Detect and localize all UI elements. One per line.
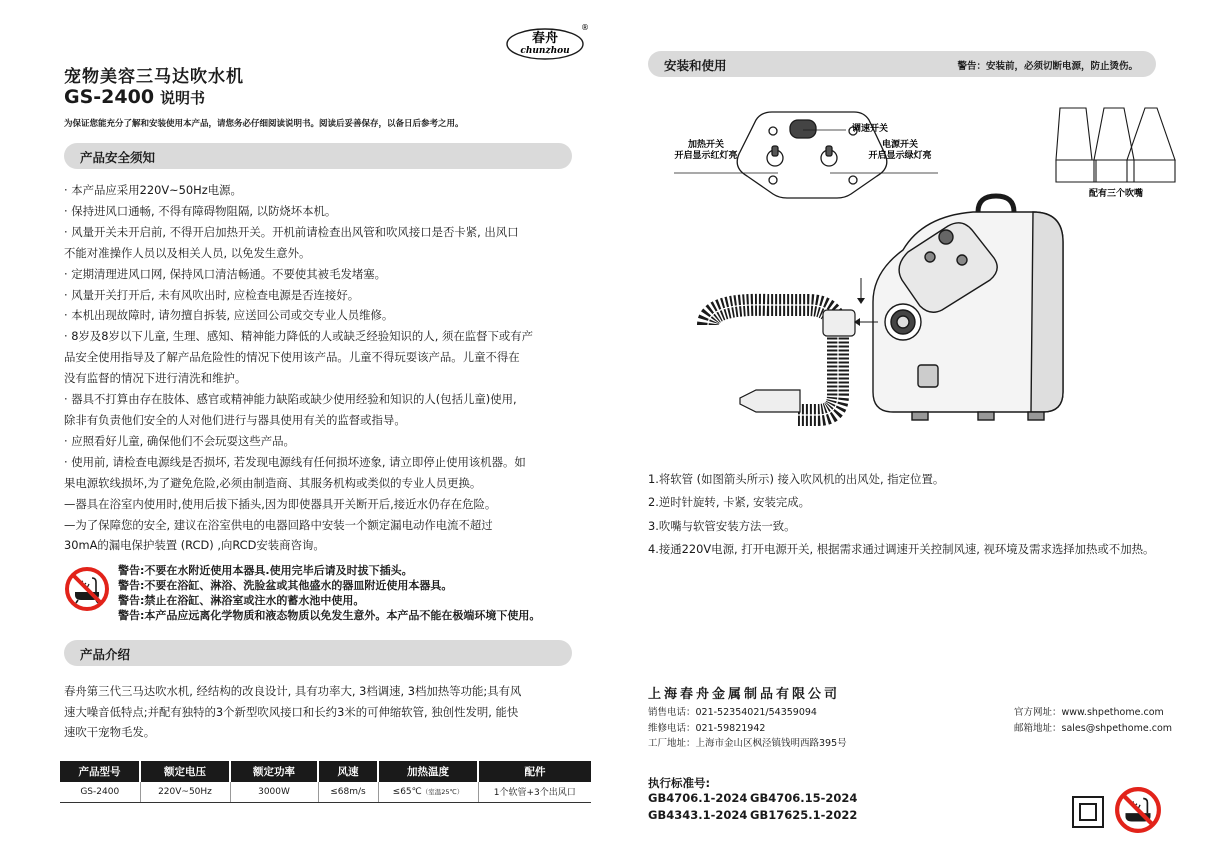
safety-line: 30mA的漏电保护装置 (RCD) ,向RCD安装商咨询。 (64, 538, 325, 553)
safety-line: —器具在浴室内使用时,使用后拔下插头,因为即使器具开关断开后,接近水仍存在危险。 (64, 496, 497, 511)
dryer-body-illustration (873, 196, 1063, 420)
intro-note: 为保证您能充分了解和安装使用本产品，请您务必仔细阅读说明书。阅读后妥善保存，以备日后参考之用。 (64, 119, 464, 129)
company-name: 上海春舟金属制品有限公司 (648, 687, 841, 702)
dryer-diagram (648, 100, 1228, 460)
spec-header: 风速 (318, 761, 378, 782)
hose-illustration (708, 305, 855, 415)
no-bathtub-icon (64, 566, 110, 612)
safety-line: · 器具不打算由存在肢体、感官或精神能力缺陷或缺少使用经验和知识的人(包括儿童)使用, (64, 392, 517, 407)
website: 官方网址：www.shpethome.com (1014, 707, 1164, 718)
label-heat-light: 开启显示红灯亮 (674, 151, 738, 161)
spec-cell: 1个软管+3个出风口 (478, 782, 591, 802)
spec-table (60, 761, 591, 803)
safety-line: 没有监督的情况下进行清洗和维护。 (64, 371, 247, 386)
install-heading: 安装和使用 (664, 58, 727, 73)
safety-line: 不能对准操作人员以及相关人员, 以免发生意外。 (64, 245, 311, 260)
spec-header: 额定电压 (140, 761, 230, 782)
label-speed-switch: 调速开关 (851, 124, 889, 134)
standard-item: GB4343.1-2024 (648, 807, 748, 822)
safety-line: · 本机出现故障时, 请勿擅自拆装, 应送回公司或交专业人员维修。 (64, 308, 394, 323)
label-power-light: 开启显示绿灯亮 (868, 151, 932, 161)
safety-heading: 产品安全须知 (64, 143, 572, 169)
company-web (1014, 705, 1172, 736)
model-number: GS-2400 (64, 86, 155, 108)
sales-phone: 销售电话：021-52354021/54359094 (648, 707, 817, 718)
safety-line: · 风量开关打开后, 未有风吹出时, 应检查电源是否连接好。 (64, 287, 360, 302)
logo-cn: 春舟 (531, 31, 559, 46)
label-heat-switch: 加热开关 (687, 140, 725, 150)
standards-list (648, 790, 860, 823)
spec-cell: ≤68m/s (318, 782, 378, 802)
intro-line: 春舟第三代三马达吹水机, 经结构的改良设计, 具有功率大, 3档调速, 3档加热等功能;具有风 (64, 684, 522, 698)
intro-line: 速吹干宠物毛发。 (64, 725, 156, 739)
safety-line: 果电源软线损坏,为了避免危险,必须由制造商、其服务机构或类似的专业人员更换。 (64, 475, 482, 490)
standard-item: GB4706.1-2024 (648, 791, 748, 805)
nozzles-illustration (1056, 108, 1175, 182)
warning-list (118, 563, 540, 623)
spec-header: 产品型号 (60, 761, 140, 782)
safety-line: · 风量开关未开启前, 不得开启加热开关。开机前请检查出风管和吹风接口是否卡紧, 出风口 (64, 224, 519, 239)
label-power-switch: 电源开关 (881, 140, 919, 150)
install-warning: 警告：安装前，必须切断电源，防止烫伤。 (957, 61, 1138, 72)
company-contacts (648, 705, 847, 752)
safety-line: · 应照看好儿童, 确保他们不会玩耍这些产品。 (64, 433, 295, 448)
safety-list (64, 180, 584, 556)
warning-line: 警告:不要在水附近使用本器具.使用完毕后请及时拔下插头。 (118, 564, 413, 577)
safety-line: —为了保障您的安全, 建议在浴室供电的电器回路中安装一个额定漏电动作电流不超过 (64, 517, 493, 532)
product-title: 宠物美容三马达吹水机 (64, 67, 244, 87)
intro-line: 速大噪音低特点;并配有独特的3个新型吹风接口和长约3米的可伸缩软管, 独创性发明, 能快 (64, 704, 519, 719)
spec-cell: GS-2400 (60, 782, 140, 802)
registered-mark: ® (581, 23, 589, 32)
standard-item: GB4706.15-2024 (750, 791, 858, 805)
spec-cell-temp (378, 782, 478, 802)
spec-row (60, 782, 591, 802)
no-bathtub-icon-small (1114, 786, 1162, 834)
install-steps (648, 468, 1154, 561)
standards-title: 执行标准号: (648, 776, 711, 790)
class-ii-icon (1072, 796, 1104, 828)
install-step: 2.逆时针旋转, 卡紧, 安装完成。 (648, 495, 811, 510)
model-title (64, 86, 205, 108)
safety-line: · 定期清理进风口网, 保持风口清洁畅通。不要使其被毛发堵塞。 (64, 266, 387, 281)
safety-line: · 使用前, 请检查电源线是否损坏, 若发现电源线有任何损坏迹象, 请立即停止使用该机器。如 (64, 454, 526, 469)
safety-line: 除非有负责他们安全的人对他们进行与器具使用有关的监督或指导。 (64, 412, 406, 427)
safety-line: 品安全使用指导及了解产品危险性的情况下使用该产品。儿童不得玩耍该产品。儿童不得在 (64, 350, 520, 365)
chunzhou-logo (505, 22, 589, 62)
label-nozzles: 配有三个吹嘴 (1088, 189, 1144, 199)
safety-line: · 本产品应采用220V~50Hz电源。 (64, 183, 242, 197)
service-phone: 维修电话：021-59821942 (648, 722, 766, 734)
email: 邮箱地址：sales@shpethome.com (1014, 722, 1173, 734)
spec-header: 加热温度 (378, 761, 478, 782)
install-step: 1.将软管 (如图箭头所示) 接入吹风机的出风处, 指定位置。 (648, 472, 945, 486)
intro-heading: 产品介绍 (64, 640, 572, 666)
spec-header: 额定功率 (230, 761, 318, 782)
factory-address: 工厂地址：上海市金山区枫泾镇钱明西路395号 (648, 738, 847, 749)
temp-note: （室温25℃） (421, 787, 464, 796)
safety-line: · 保持进风口通畅, 不得有障碍物阻隔, 以防烧坏本机。 (64, 203, 337, 218)
logo-en: chunzhou (520, 46, 570, 56)
install-step: 3.吹嘴与软管安装方法一致。 (648, 518, 796, 533)
install-heading-bar (648, 51, 1156, 77)
warning-line: 警告:本产品应远离化学物质和液态物质以免发生意外。本产品不能在极端环境下使用。 (118, 609, 541, 622)
temp-value: ≤65℃ (392, 786, 422, 797)
spec-header-row (60, 761, 591, 782)
warning-line: 警告:禁止在浴缸、淋浴室或注水的蓄水池中使用。 (118, 594, 365, 607)
standard-item: GB17625.1-2022 (750, 807, 858, 822)
warning-line: 警告:不要在浴缸、淋浴、洗脸盆或其他盛水的器皿附近使用本器具。 (118, 579, 453, 592)
spec-cell: 220V~50Hz (140, 782, 230, 802)
safety-line: · 8岁及8岁以下儿童, 生理、感知、精神能力降低的人或缺乏经验知识的人, 须在监督下或有产 (64, 329, 534, 344)
spec-cell: 3000W (230, 782, 318, 802)
intro-paragraph (64, 681, 584, 743)
spec-header: 配件 (478, 761, 591, 782)
manual-label: 说明书 (160, 89, 206, 107)
install-step: 4.接通220V电源, 打开电源开关, 根据需求通过调速开关控制风速, 视环境及需求选择加热或不加热。 (648, 541, 1155, 556)
